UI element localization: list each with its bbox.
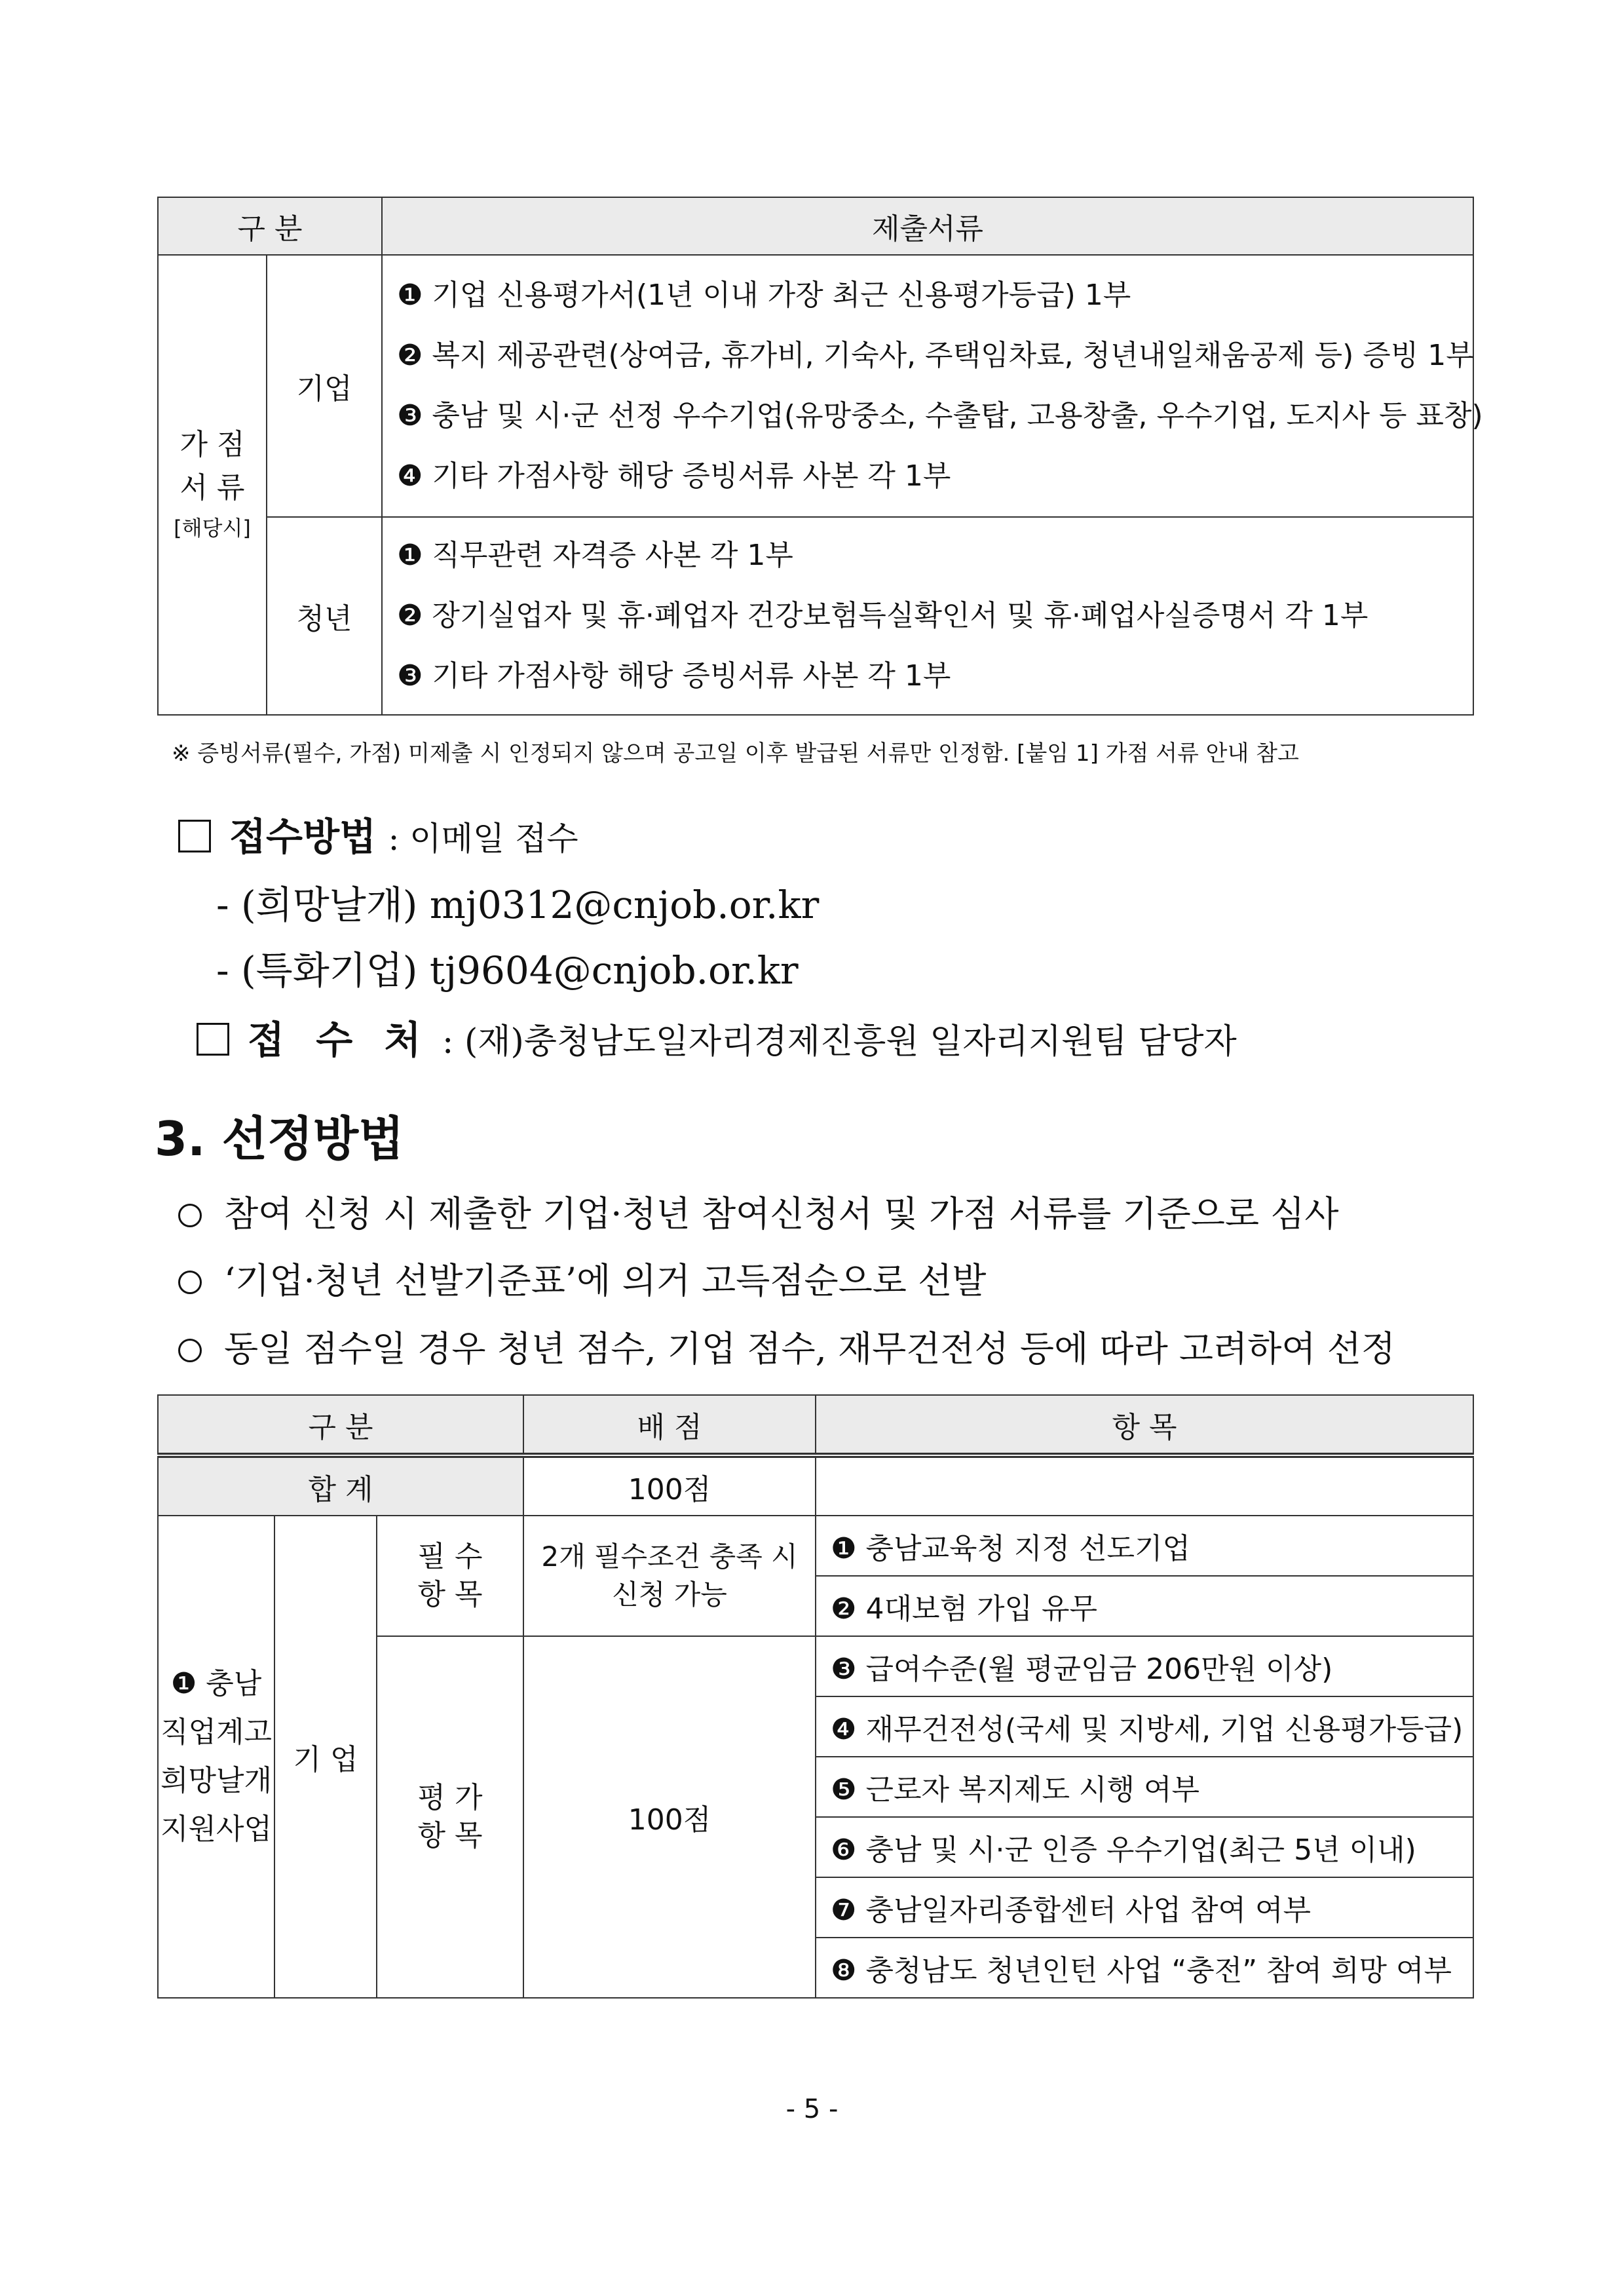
list-item: ❸ 충남 및 시·군 선정 우수기업(유망중소, 수출탑, 고용창출, 우수기업, 도지사 등 표창) bbox=[397, 399, 1483, 432]
page-number: - 5 - bbox=[785, 2094, 839, 2124]
reception-method-value: : 이메일 접수 bbox=[388, 820, 578, 858]
table-row: ❼ 충남일자리종합센터 사업 참여 여부 bbox=[816, 1877, 1473, 1938]
company-label: 기 업 bbox=[274, 1516, 377, 1998]
reception-place-value: : (재)충청남도일자리경제진흥원 일자리지원팀 담당자 bbox=[442, 1022, 1237, 1062]
header-documents: 제출서류 bbox=[382, 197, 1473, 255]
checkbox-square-icon bbox=[178, 820, 211, 852]
reception-place bbox=[197, 1009, 1237, 1064]
table-row: ❺ 근로자 복지제도 시행 여부 bbox=[816, 1757, 1473, 1817]
header-score: 배 점 bbox=[523, 1395, 816, 1455]
evaluation-items-label: 평 가 항 목 bbox=[377, 1636, 523, 1998]
reception-place-label: 접 수 처 bbox=[248, 1018, 430, 1062]
selection-criteria-table bbox=[157, 1394, 1474, 1999]
selection-bullet-3: 동일 점수일 경우 청년 점수, 기업 점수, 재무건전성 등에 따라 고려하여 선정 bbox=[178, 1321, 1395, 1371]
list-item: ❸ 기타 가점사항 해당 증빙서류 사본 각 1부 bbox=[397, 659, 951, 693]
reception-method-label: 접수방법 bbox=[229, 814, 377, 859]
section-title: 선정방법 bbox=[221, 1111, 404, 1166]
submission-documents-table bbox=[157, 197, 1483, 716]
program-name: ❶ 충남 직업계고 희망날개 지원사업 bbox=[158, 1516, 274, 1998]
circle-bullet-icon bbox=[178, 1339, 202, 1362]
list-item: ❷ 장기실업자 및 휴·폐업자 건강보험득실확인서 및 휴·폐업사실증명서 각 1부 bbox=[397, 599, 1369, 632]
section-heading bbox=[155, 1101, 404, 1169]
table-row: ❷ 4대보험 가입 유무 bbox=[816, 1576, 1473, 1636]
list-item: ❶ 직무관련 자격증 사본 각 1부 bbox=[397, 539, 793, 572]
list-item: ❷ 복지 제공관련(상여금, 휴가비, 기숙사, 주택임차료, 청년내일채움공제 등) 증빙 1부 bbox=[397, 339, 1474, 372]
checkbox-square-icon bbox=[197, 1023, 229, 1056]
total-label: 합 계 bbox=[158, 1455, 523, 1516]
header-category: 구 분 bbox=[158, 1395, 523, 1455]
email-line-1: - (희망날개) mj0312@cnjob.or.kr bbox=[216, 883, 820, 927]
youth-label: 청년 bbox=[267, 517, 382, 715]
table-row: ❹ 재무건전성(국세 및 지방세, 기업 신용평가등급) bbox=[816, 1696, 1473, 1757]
total-score: 100점 bbox=[523, 1455, 816, 1516]
bonus-documents-label: 가 점 서 류 [해당시] bbox=[158, 255, 267, 715]
total-items-empty bbox=[816, 1455, 1473, 1516]
table-row: ❽ 충청남도 청년인턴 사업 “충전” 참여 희망 여부 bbox=[816, 1938, 1473, 1998]
company-documents-list bbox=[382, 255, 1483, 517]
required-items-label: 필 수 항 목 bbox=[377, 1516, 523, 1636]
reception-method bbox=[178, 806, 578, 861]
table-row: ❶ 충남교육청 지정 선도기업 bbox=[816, 1516, 1473, 1576]
list-item: ❹ 기타 가점사항 해당 증빙서류 사본 각 1부 bbox=[397, 459, 951, 493]
evaluation-score: 100점 bbox=[523, 1636, 816, 1998]
list-item: ❶ 기업 신용평가서(1년 이내 가장 최근 신용평가등급) 1부 bbox=[397, 278, 1131, 312]
table-row: ❸ 급여수준(월 평균임금 206만원 이상) bbox=[816, 1636, 1473, 1696]
youth-documents-list bbox=[382, 517, 1473, 715]
selection-bullet-2: ‘기업·청년 선발기준표’에 의거 고득점순으로 선발 bbox=[178, 1253, 986, 1303]
table-row: ❻ 충남 및 시·군 인증 우수기업(최근 5년 이내) bbox=[816, 1817, 1473, 1877]
header-category: 구 분 bbox=[158, 197, 382, 255]
email-line-2: - (특화기업) tj9604@cnjob.or.kr bbox=[216, 948, 799, 993]
circle-bullet-icon bbox=[178, 1271, 202, 1294]
selection-bullet-1: 참여 신청 시 제출한 기업·청년 참여신청서 및 가점 서류를 기준으로 심사 bbox=[178, 1186, 1339, 1236]
header-items: 항 목 bbox=[816, 1395, 1473, 1455]
section-number: 3. bbox=[155, 1111, 206, 1166]
documents-note: ※ 증빙서류(필수, 가점) 미제출 시 인정되지 않으며 공고일 이후 발급된 서류만 인정함. [붙임 1] 가점 서류 안내 참고 bbox=[172, 740, 1299, 767]
required-score: 2개 필수조건 충족 시 신청 가능 bbox=[523, 1516, 816, 1636]
circle-bullet-icon bbox=[178, 1204, 202, 1227]
company-label: 기업 bbox=[267, 255, 382, 517]
